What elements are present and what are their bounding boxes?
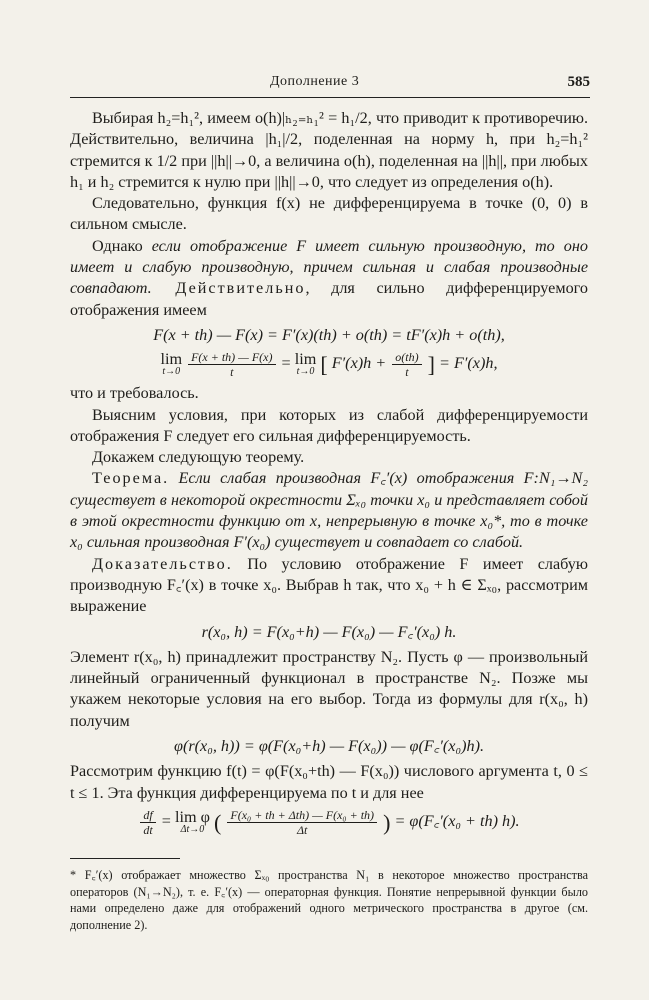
theorem [70, 468, 588, 553]
header-rule [70, 97, 590, 98]
lim-word: lim [160, 350, 183, 369]
p3-statement: если отображение F имеет сильную производную, то оно имеет и слабую производную, причем сильная и слабая производные совпадают. [70, 236, 588, 298]
fraction-2-den: t [405, 365, 409, 380]
footnote-rule [70, 858, 180, 859]
fraction-1-den: t [230, 365, 234, 380]
equals-sign: = [281, 354, 291, 373]
derivative-fraction [140, 808, 155, 837]
derivative-den: dt [143, 822, 153, 837]
formula-5-end: = φ(F꜀′(x₀ + th) h). [394, 812, 520, 831]
paren-close: ) [383, 809, 391, 835]
limit-operator-3 [174, 807, 210, 835]
page-number: 585 [567, 74, 590, 90]
fraction-2-num: o(th) [392, 350, 421, 365]
paragraph-3 [70, 236, 588, 321]
formula-5 [70, 808, 588, 837]
lim-subscript-3: Δt→0 [180, 823, 205, 835]
limit-operator-2 [295, 352, 317, 377]
paragraph-9: Элемент r(x₀, h) принадлежит пространству N₂. Пусть φ — произвольный линейный ограниченный функционал в пространстве N₂. Позже мы укажем некоторые условия на его выбор. Тогда из формулы для r(x₀, h) получим [70, 647, 588, 730]
bracket-close: ] [427, 352, 435, 378]
proof [70, 554, 588, 618]
formula-2-end: = F′(x)h, [439, 354, 498, 373]
lim-subscript: t→0 [162, 366, 181, 378]
theorem-label: Теорема. [92, 469, 170, 488]
bracket-inner: F′(x)h + [331, 354, 387, 373]
p3-lead: Однако [92, 236, 152, 255]
footnote-text: * F꜀′(x) отображает множество Σₓ₀ пространства N₁ в некоторое множество пространства операторов (N₁→N₂), т. е. F꜀′(x) — операторная функция. Понятие непрерывной функции было нами определено даже для отображений одного метрического пространства в другое (см. дополнение 2). [70, 868, 588, 932]
formula-4: φ(r(x₀, h)) = φ(F(x₀+h) — F(x₀)) — φ(F꜀′(x₀)h). [173, 737, 485, 756]
fraction-1 [188, 350, 275, 379]
bracket-open: [ [320, 352, 328, 378]
paragraph-1: Выбирая h₂=h₁², имеем o(h)|ₕ₂₌ₕ₁² = h₁/2, что приводит к противоречию. Действительно, величина |h₁|/2, поделенная на норму h, при h₂=h₁² стремится к 1/2 при ||h||→0, а величина o(h), поделенная на ||h||, при любых h₁ и h₂ стремится к нулю при ||h||→0, что следует из определения o(h). [70, 109, 588, 191]
limit-operator [160, 352, 182, 377]
footnote-block [70, 858, 588, 933]
derivative-num: df [140, 808, 155, 823]
lim-phi: lim φ [174, 807, 210, 826]
running-title: Дополнение 3 [270, 74, 360, 89]
paragraph-6: Докажем следующую теорему. [92, 448, 305, 467]
formula-2 [70, 350, 588, 379]
lim-subscript-2: t→0 [296, 366, 315, 378]
lim-word-2: lim [294, 350, 317, 369]
paragraph-10: Рассмотрим функцию f(t) = φ(F(x₀+th) — F(x₀)) числового аргумента t, 0 ≤ t ≤ 1. Эта функция дифференцируема по t и для нее [70, 762, 588, 802]
paragraph-2: Следовательно, функция f(x) не дифференцируема в точке (0, 0) в сильном смысле. [70, 194, 588, 234]
fraction-3 [227, 808, 377, 837]
page-body [70, 108, 588, 841]
paragraph-4: что и требовалось. [70, 384, 199, 403]
fraction-1-num: F(x + th) — F(x) [188, 350, 275, 365]
fraction-2 [392, 350, 421, 379]
formula-3: r(x₀, h) = F(x₀+h) — F(x₀) — F꜀′(x₀) h. [201, 622, 457, 641]
proof-body: По условию отображение F имеет слабую производную F꜀′(x) в точке x₀. Выбрав h так, что x₀ + h ∈ Σₓ₀, рассмотрим выражение [70, 554, 588, 616]
page-header [70, 74, 590, 96]
p3-indeed: Действительно [151, 279, 306, 298]
theorem-body: Если слабая производная F꜀′(x) отображения F:N₁→N₂ существует в некоторой окрестности Σₓ₀ точки x₀ и представляет собой в этой окрестности функцию от x, непрерывную в точке x₀*, то в точке x₀ сильная производная F′(x₀) существует и совпадает со слабой. [70, 469, 588, 552]
p3-tail: , для сильно дифференцируемого отображения имеем [70, 279, 588, 319]
paragraph-5: Выясним условия, при которых из слабой дифференцируемости отображения F следует его сильная дифференцируемость. [70, 405, 588, 445]
formula-1: F(x + th) — F(x) = F′(x)(th) + o(th) = tF′(x)h + o(th), [153, 325, 505, 344]
paren-open: ( [214, 809, 222, 835]
equals-sign-2: = [161, 812, 171, 831]
fraction-3-num: F(x₀ + th + Δth) — F(x₀ + th) [227, 808, 377, 823]
fraction-3-den: Δt [297, 822, 308, 837]
proof-label: Доказательство. [92, 554, 233, 573]
